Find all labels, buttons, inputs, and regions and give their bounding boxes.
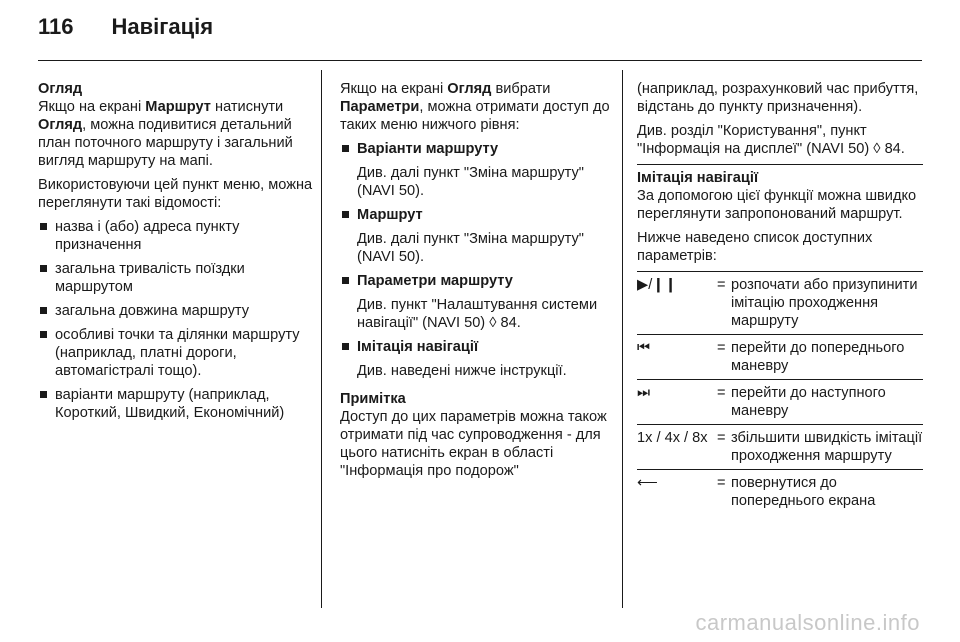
section-separator <box>637 164 923 165</box>
section-separator <box>637 271 923 272</box>
list-item-body: Див. далі пункт "Зміна маршруту" (NAVI 50). <box>357 165 584 199</box>
section-heading-simulation: Імітація навігації <box>637 170 759 186</box>
row-separator <box>637 469 923 470</box>
list-item: особливі точки та ділянки маршруту (наприклад, платні дороги, автомагістралі тощо). <box>38 326 314 380</box>
header-rule <box>38 60 922 61</box>
control-description: повернутися до попереднього екрана <box>731 475 876 509</box>
equals-sign: = <box>717 430 726 446</box>
speed-multiplier: 1x / 4x / 8x <box>637 430 708 446</box>
bold-term: Огляд <box>38 117 83 133</box>
control-description: перейти до наступного маневру <box>731 385 886 419</box>
bold-term: Огляд <box>447 81 492 97</box>
list-item: загальна тривалість поїздки маршрутом <box>38 260 314 296</box>
skip-forward-icon: ⏭ <box>637 385 651 401</box>
text: , можна отримати доступ до таких меню нижчого рівня: <box>340 99 610 133</box>
table-row <box>637 276 923 332</box>
note-heading: Примітка <box>340 391 406 407</box>
table-row <box>637 339 923 377</box>
equals-sign: = <box>717 340 726 356</box>
list-item-body: Див. наведені нижче інструкції. <box>357 363 567 379</box>
list-item-heading: Маршрут <box>340 206 610 224</box>
list-item-body: Див. далі пункт "Зміна маршруту" (NAVI 50). <box>357 231 584 265</box>
text: Якщо на екрані <box>38 99 146 115</box>
note-body: Доступ до цих параметрів можна також отримати під час супроводження - для цього натисніть екран в області "Інформація про подорож" <box>340 409 607 479</box>
list-item: варіанти маршруту (наприклад, Короткий, Швидкий, Економічний) <box>38 386 314 422</box>
paragraph: За допомогою цієї функції можна швидко переглянути запропонований маршрут. <box>637 188 917 222</box>
table-row <box>637 429 923 467</box>
equals-sign: = <box>717 385 726 401</box>
bold-term: Параметри <box>340 99 420 115</box>
paragraph: Див. розділ "Користування", пункт "Інформація на дисплеї" (NAVI 50) ◊ 84. <box>637 123 905 157</box>
paragraph: Використовуючи цей пункт меню, можна переглянути такі відомості: <box>38 177 313 211</box>
play-pause-icon: ▶/❙❙ <box>637 277 677 293</box>
watermark: carmanualsonline.info <box>695 610 920 635</box>
page-header <box>38 14 213 40</box>
column-1 <box>38 64 314 428</box>
equals-sign: = <box>717 475 726 491</box>
equals-sign: = <box>717 277 726 293</box>
column-2 <box>340 64 610 486</box>
table-row <box>637 384 923 422</box>
page-number: 116 <box>38 14 74 39</box>
row-separator <box>637 334 923 335</box>
list-item-heading: Варіанти маршруту <box>340 140 610 158</box>
control-description: розпочати або призупинити імітацію проходження маршруту <box>731 277 918 329</box>
control-description: збільшити швидкість імітації проходження маршруту <box>731 430 923 464</box>
column-3 <box>637 64 923 512</box>
paragraph <box>340 80 610 134</box>
column-divider-1 <box>321 70 322 608</box>
list-item: назва і (або) адреса пункту призначення <box>38 218 314 254</box>
table-row <box>637 474 923 512</box>
list-item-body: Див. пункт "Налаштування системи навігації" (NAVI 50) ◊ 84. <box>357 297 598 331</box>
text: Якщо на екрані <box>340 81 448 97</box>
list-item-heading: Імітація навігації <box>340 338 610 356</box>
text: вибрати <box>491 81 551 97</box>
row-separator <box>637 379 923 380</box>
back-arrow-icon: ⟵ <box>637 475 658 491</box>
section-heading-overview: Огляд <box>38 81 83 97</box>
list-item: загальна довжина маршруту <box>38 302 314 320</box>
page-title: Навігація <box>111 14 214 39</box>
row-separator <box>637 424 923 425</box>
controls-table <box>637 276 923 512</box>
paragraph: (наприклад, розрахунковий час прибуття, відстань до пункту призначення). <box>637 81 919 115</box>
list-item-heading: Параметри маршруту <box>340 272 610 290</box>
text: натиснути <box>210 99 284 115</box>
skip-back-icon: ⏮ <box>637 340 651 356</box>
paragraph: Нижче наведено список доступних параметрів: <box>637 230 873 264</box>
text: , можна подивитися детальний план поточного маршруту і загальний вигляд маршруту на мапі. <box>38 117 293 169</box>
column-divider-2 <box>622 70 623 608</box>
bold-term: Маршрут <box>145 99 211 115</box>
control-description: перейти до попереднього маневру <box>731 340 905 374</box>
